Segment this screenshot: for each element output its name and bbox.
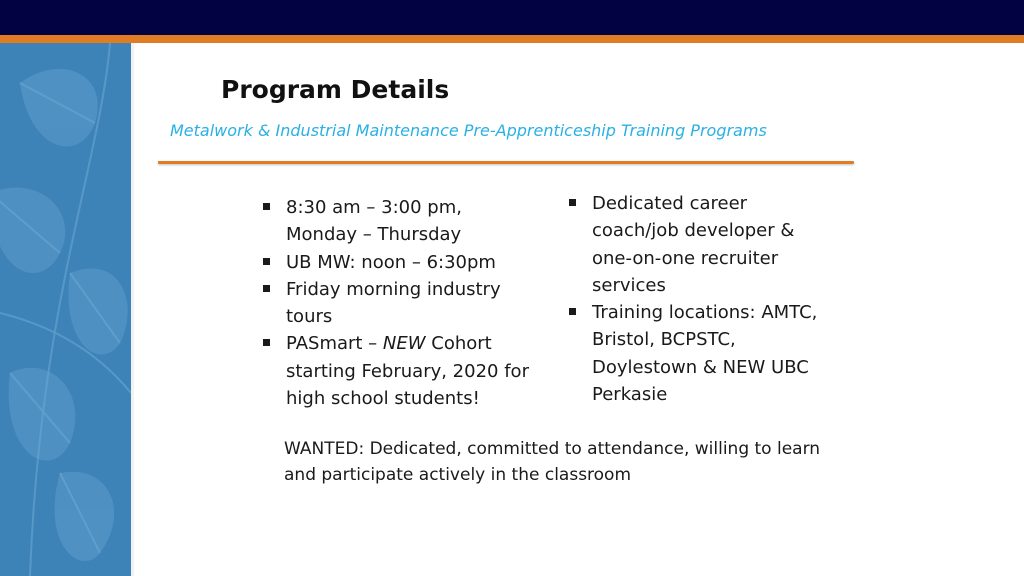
list-item-emphasis: NEW <box>382 333 426 355</box>
bullet-square-icon <box>263 203 270 210</box>
decorative-side-panel <box>0 43 131 576</box>
leaf-pattern-icon <box>0 43 131 576</box>
list-item <box>568 299 830 408</box>
list-item-text: Training locations: AMTC, Bristol, BCPSTC, Doylestown & NEW UBC Perkasie <box>592 302 818 406</box>
list-item-text: Dedicated career coach/job developer & one-on-one recruiter services <box>592 193 795 296</box>
list-item-text: Friday morning industry tours <box>286 278 501 328</box>
bullet-square-icon <box>263 258 270 265</box>
list-item-text-start: PASmart – <box>286 333 383 355</box>
wanted-statement: WANTED: Dedicated, committed to attendance, willing to learn and participate actively in the classroom <box>284 439 821 485</box>
title-divider <box>158 161 854 164</box>
list-item <box>262 194 532 249</box>
page-title: Program Details <box>221 75 450 104</box>
list-item <box>262 276 532 331</box>
side-panel-edge <box>131 43 134 576</box>
list-item-text-end: Cohort starting February, 2020 for high school students! <box>286 333 529 410</box>
header-accent-stripe <box>0 35 1024 43</box>
list-item <box>262 330 532 412</box>
bullet-square-icon <box>263 339 270 346</box>
list-item-text: UB MW: noon – 6:30pm <box>286 251 496 273</box>
bullet-square-icon <box>569 199 576 206</box>
left-bullet-list <box>262 194 532 412</box>
bullet-square-icon <box>263 285 270 292</box>
bullet-square-icon <box>569 308 576 315</box>
header-bar <box>0 0 1024 35</box>
list-item <box>568 190 830 299</box>
page-subtitle: Metalwork & Industrial Maintenance Pre-Apprenticeship Training Programs <box>170 121 767 140</box>
list-item <box>262 249 532 276</box>
right-bullet-list <box>568 190 830 408</box>
list-item-text: 8:30 am – 3:00 pm, Monday – Thursday <box>286 197 462 246</box>
